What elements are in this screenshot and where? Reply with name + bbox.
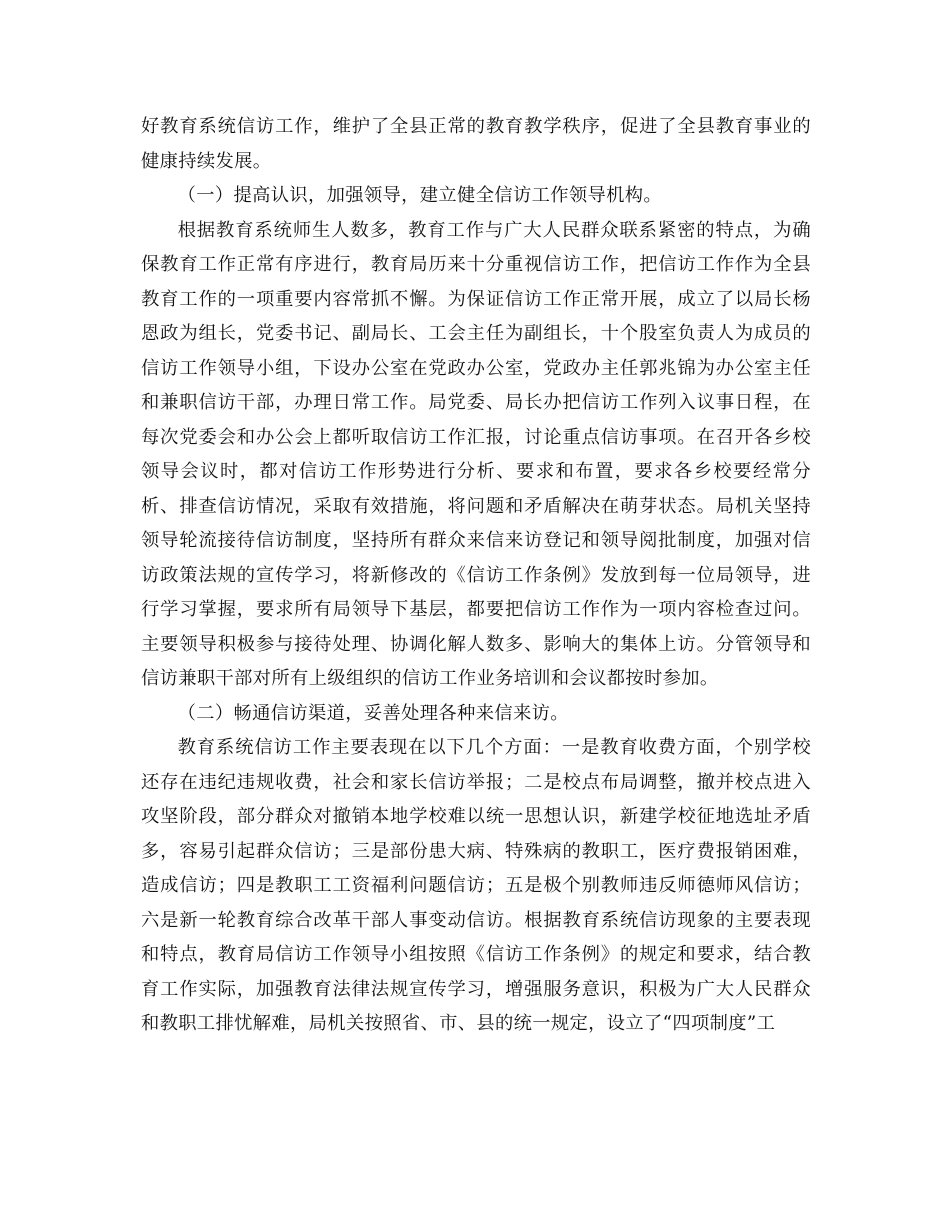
document-body	[141, 110, 811, 1042]
section-heading-1: （一）提高认识，加强领导，建立健全信访工作领导机构。	[177, 185, 663, 206]
section-heading-2: （二）畅通信访渠道，妥善处理各种来信来访。	[177, 702, 569, 724]
paragraph-channels: 教育系统信访工作主要表现在以下几个方面：一是教育收费方面，个别学校还存在违纪违规收费，社会和家长信访举报；二是校点布局调整，撤并校点进入攻坚阶段，部分群众对撤销本地学校难以统一思想认识，新建学校征地选址矛盾多，容易引起群众信访；三是部份患大病、特殊病的教职工，医疗费报销困难，造成信访；四是教职工工资福利问题信访；五是极个别教师违反师德师风信访；六是新一轮教育综合改革干部人事变动信访。根据教育系统信访现象的主要表现和特点，教育局信访工作领导小组按照《信访工作条例》的规定和要求，结合教育工作实际，加强教育法律法规宣传学习，增强服务意识，积极为广大人民群众和教职工排忧解难，局机关按照省、市、县的统一规定，设立了“四项制度”工	[141, 737, 811, 1034]
paragraph-leadership: 根据教育系统师生人数多，教育工作与广大人民群众联系紧密的特点，为确保教育工作正常有序进行，教育局历来十分重视信访工作，把信访工作作为全县教育工作的一项重要内容常抓不懈。为保证信访工作正常开展，成立了以局长杨恩政为组长，党委书记、副局长、工会主任为副组长，十个股室负责人为成员的信访工作领导小组，下设办公室在党政办公室，党政办主任郭兆锦为办公室主任和兼职信访干部，办理日常工作。局党委、局长办把信访工作列入议事日程，在每次党委会和办公会上都听取信访工作汇报，讨论重点信访事项。在召开各乡校领导会议时，都对信访工作形势进行分析、要求和布置，要求各乡校要经常分析、排查信访情况，采取有效措施，将问题和矛盾解决在萌芽状态。局机关坚持领导轮流接待信访制度，坚持所有群众来信来访登记和领导阅批制度，加强对信访政策法规的宣传学习，将新修改的《信访工作条例》发放到每一位局领导，进行学习掌握，要求所有局领导下基层，都要把信访工作作为一项内容检查过问。主要领导积极参与接待处理、协调化解人数多、影响大的集体上访。分管领导和信访兼职干部对所有上级组织的信访工作业务培训和会议都按时参加。	[141, 219, 811, 689]
paragraph-intro-continuation: 好教育系统信访工作，维护了全县正常的教育教学秩序，促进了全县教育事业的健康持续发展。	[141, 116, 811, 172]
